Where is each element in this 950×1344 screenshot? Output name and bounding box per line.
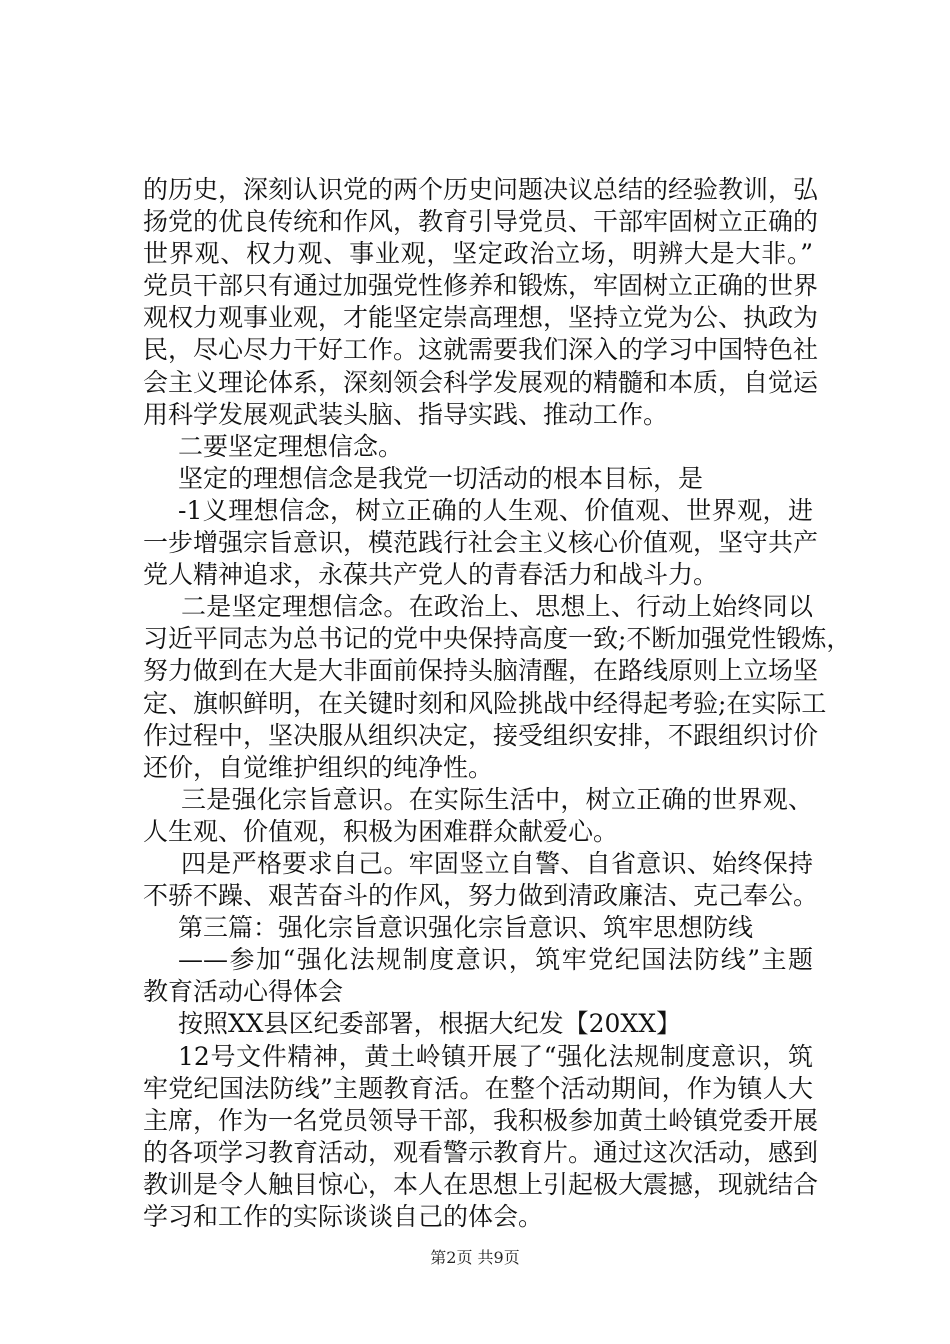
text-line: 的历史，深刻认识党的两个历史问题决议总结的经验教训，弘 bbox=[143, 175, 819, 204]
text-line: 扬党的优良传统和作风，教育引导党员、干部牢固树立正确的 bbox=[143, 207, 819, 237]
body-text bbox=[143, 174, 852, 1233]
text-line: 牢党纪国法防线”主题教育活。在整个活动期间，作为镇人大 bbox=[143, 1073, 813, 1103]
text-line: 党员干部只有通过加强党性修养和锻炼，牢固树立正确的世界 bbox=[143, 271, 819, 301]
text-line: 教训是令人触目惊心，本人在思想上引起极大震撼，现就结合 bbox=[143, 1169, 819, 1199]
text-line: 作过程中，坚决服从组织决定，接受组织安排，不跟组织讨价 bbox=[143, 720, 819, 750]
text-line: 定、旗帜鲜明，在关键时刻和风险挑战中经得起考验;在实际工 bbox=[143, 688, 827, 718]
text-line: 三是强化宗旨意识。在实际生活中，树立正确的世界观、 bbox=[181, 784, 813, 814]
text-line: 二是坚定理想信念。在政治上、思想上、行动上始终同以 bbox=[181, 592, 813, 622]
text-line: 学习和工作的实际谈谈自己的体会。 bbox=[143, 1202, 544, 1231]
page-number: 第2页 共9页 bbox=[430, 1248, 520, 1267]
text-line: 按照XX县区纪委部署，根据大纪发【20XX】 bbox=[178, 1009, 682, 1039]
paragraph-heading: 二要坚定理想信念。 bbox=[178, 431, 404, 461]
text-line: 党人精神追求，永葆共产党人的青春活力和战斗力。 bbox=[143, 560, 719, 590]
text-line: 四是严格要求自己。牢固竖立自警、自省意识、始终保持 bbox=[181, 848, 813, 878]
text-line: 坚定的理想信念是我党一切活动的根本目标，是 bbox=[178, 463, 704, 493]
text-line: 民，尽心尽力干好工作。这就需要我们深入的学习中国特色社 bbox=[143, 335, 819, 365]
text-line: 的各项学习教育活动，观看警示教育片。通过这次活动，感到 bbox=[143, 1137, 819, 1167]
text-line: 12号文件精神，黄土岭镇开展了“强化法规制度意识，筑 bbox=[178, 1041, 813, 1071]
text-line: -1义理想信念，树立正确的人生观、价值观、世界观，进 bbox=[178, 495, 813, 525]
section-subtitle: ——参加“强化法规制度意识，筑牢党纪国法防线”主题 bbox=[178, 945, 813, 975]
text-line: 不骄不躁、艰苦奋斗的作风，努力做到清政廉洁、克己奉公。 bbox=[143, 881, 819, 911]
text-line: 一步增强宗旨意识，模范践行社会主义核心价值观，坚守共产 bbox=[143, 528, 819, 558]
text-line: 用科学发展观武装头脑、指导实践、推动工作。 bbox=[143, 399, 669, 429]
text-line: 习近平同志为总书记的党中央保持高度一致;不断加强党性锻炼， bbox=[143, 624, 852, 654]
text-line: 努力做到在大是大非面前保持头脑清醒，在路线原则上立场坚 bbox=[143, 656, 819, 686]
text-line: 会主义理论体系，深刻领会科学发展观的精髓和本质，自觉运 bbox=[143, 367, 819, 397]
text-line: 世界观、权力观、事业观，坚定政治立场，明辨大是大非。” bbox=[143, 239, 813, 269]
section-subtitle: 教育活动心得体会 bbox=[143, 977, 344, 1007]
text-line: 人生观、价值观，积极为困难群众献爱心。 bbox=[143, 816, 619, 846]
section-title: 第三篇：强化宗旨意识强化宗旨意识、筑牢思想防线 bbox=[178, 913, 754, 943]
text-line: 观权力观事业观，才能坚定崇高理想，坚持立党为公、执政为 bbox=[143, 303, 819, 333]
text-line: 主席，作为一名党员领导干部，我积极参加黄土岭镇党委开展 bbox=[143, 1105, 819, 1135]
text-line: 还价，自觉维护组织的纯净性。 bbox=[143, 752, 494, 782]
